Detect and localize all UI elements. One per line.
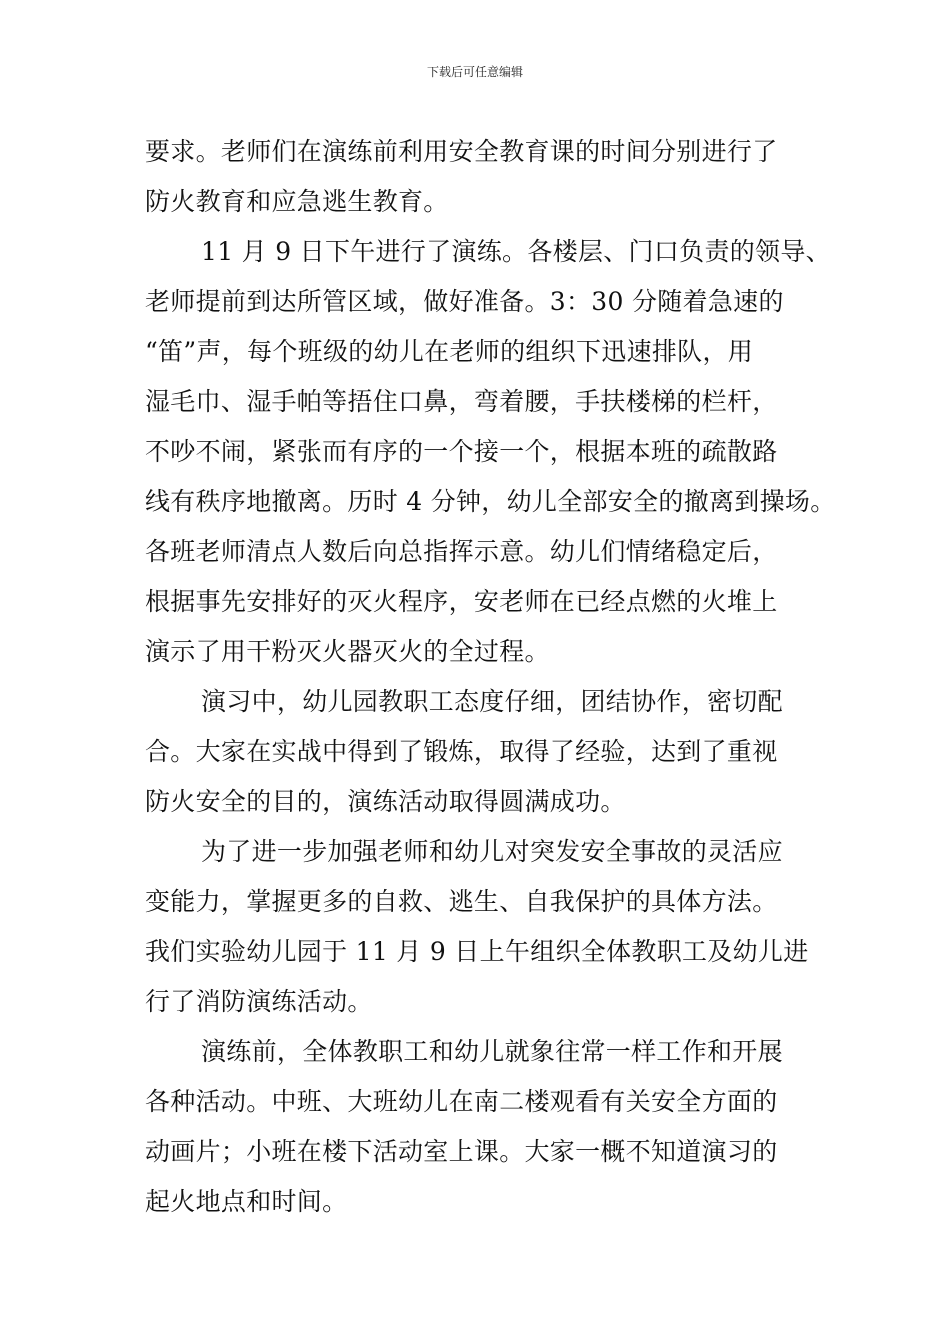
text-line: 起火地点和时间。 [145,1187,348,1216]
text-line: “笛”声，每个班级的幼儿在老师的组织下迅速排队，用 [145,337,754,366]
text-line: 湿毛巾、湿手帕等捂住口鼻，弯着腰，手扶楼梯的栏杆， [145,387,778,416]
text-line: 防火安全的目的，演练活动取得圆满成功。 [145,787,626,816]
text-line: 变能力，掌握更多的自救、逃生、自我保护的具体方法。 [145,887,778,916]
paragraph-start-line: 为了进一步加强老师和幼儿对突发安全事故的灵活应 [201,837,783,866]
paragraph-start-line: 11 月 9 日下午进行了演练。各楼层、门口负责的领导、 [201,237,831,266]
document-body [145,127,845,1227]
page-header: 下载后可任意编辑 [426,65,523,79]
text-line: 我们实验幼儿园于 11 月 9 日上午组织全体教职工及幼儿进 [145,937,809,966]
text-line: 合。大家在实战中得到了锻炼，取得了经验，达到了重视 [145,737,778,766]
text-line: 各种活动。中班、大班幼儿在南二楼观看有关安全方面的 [145,1087,778,1116]
text-line: 不吵不闹，紧张而有序的一个接一个，根据本班的疏散路 [145,437,778,466]
text-line: 老师提前到达所管区域，做好准备。3：30 分随着急速的 [145,287,784,316]
text-line: 行了消防演练活动。 [145,987,373,1016]
text-line: 防火教育和应急逃生教育。 [145,187,449,216]
text-line: 线有秩序地撤离。历时 4 分钟，幼儿全部安全的撤离到操场。 [145,487,836,516]
paragraph-start-line: 演习中，幼儿园教职工态度仔细，团结协作，密切配 [201,687,783,716]
text-line: 演示了用干粉灭火器灭火的全过程。 [145,637,550,666]
text-line: 要求。老师们在演练前利用安全教育课的时间分别进行了 [145,137,778,166]
text-line: 根据事先安排好的灭火程序，安老师在已经点燃的火堆上 [145,587,778,616]
paragraph-start-line: 演练前，全体教职工和幼儿就象往常一样工作和开展 [201,1037,783,1066]
text-line: 各班老师清点人数后向总指挥示意。幼儿们情绪稳定后， [145,537,778,566]
text-line: 动画片；小班在楼下活动室上课。大家一概不知道演习的 [145,1137,778,1166]
